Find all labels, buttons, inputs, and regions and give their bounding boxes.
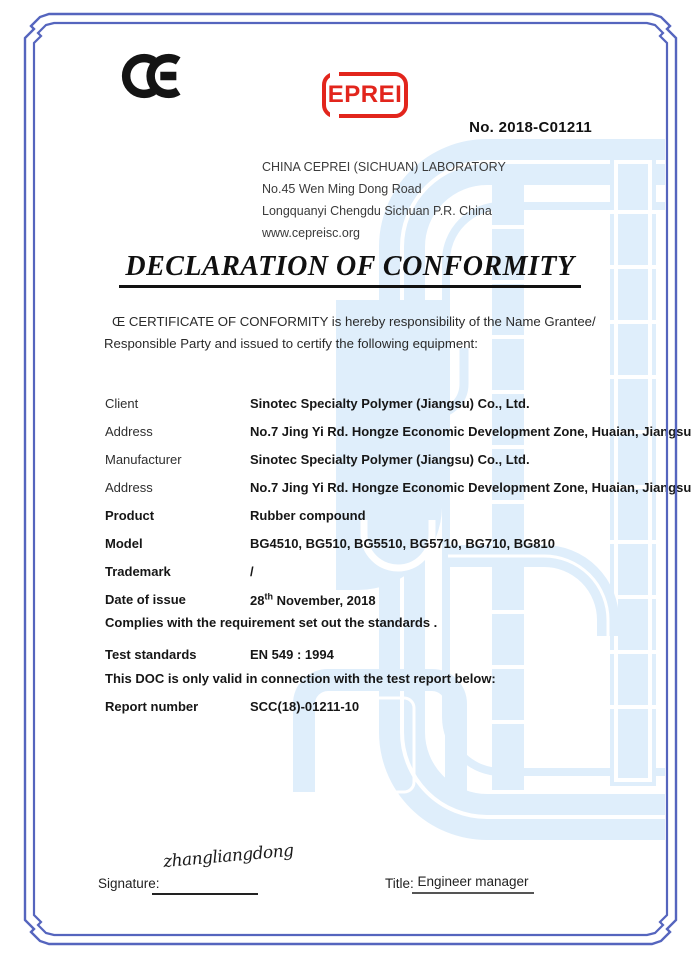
laboratory-name: CHINA CEPREI (SICHUAN) LABORATORY	[262, 160, 506, 174]
field-value: Sinotec Specialty Polymer (Jiangsu) Co., Ltd.	[250, 452, 530, 467]
field-label: Manufacturer	[105, 452, 182, 467]
field-row-manufacturer	[105, 452, 665, 467]
field-label: Report number	[105, 699, 199, 714]
handwritten-signature: zhangliangdong	[162, 840, 295, 873]
field-value: BG4510, BG510, BG5510, BG5710, BG710, BG810	[250, 536, 555, 551]
field-label: Test standards	[105, 647, 197, 662]
signature-label: Signature:	[98, 876, 160, 891]
field-row-model	[105, 536, 665, 551]
signer-title: Engineer manager	[412, 874, 534, 894]
field-value: No.7 Jing Yi Rd. Hongze Economic Development Zone, Huaian, Jiangsu	[250, 480, 692, 495]
validity-statement: This DOC is only valid in connection with the test report below:	[105, 671, 496, 686]
cepri-logo-text: EPREI	[327, 81, 403, 108]
date-ordinal: th	[264, 592, 273, 602]
field-row-client	[105, 396, 665, 411]
field-row-product	[105, 508, 665, 523]
page-title: DECLARATION OF CONFORMITY	[119, 251, 580, 288]
field-row-address	[105, 424, 692, 439]
signature-underline	[152, 893, 258, 895]
cepri-logo	[322, 72, 408, 118]
intro-line-1: Œ CERTIFICATE OF CONFORMITY is hereby responsibility of the Name Grantee/	[112, 314, 596, 329]
complies-statement: Complies with the requirement set out the standards .	[105, 615, 438, 630]
field-value	[250, 593, 376, 608]
date-day: 28	[250, 593, 265, 609]
field-value: EN 549 : 1994	[250, 647, 334, 662]
laboratory-city: Longquanyi Chengdu Sichuan P.R. China	[262, 204, 492, 218]
laboratory-address-block	[262, 156, 506, 244]
laboratory-website: www.cepreisc.org	[262, 226, 360, 240]
certificate-number: No. 2018-C01211	[469, 119, 592, 136]
ce-mark-icon	[116, 52, 182, 100]
field-label: Address	[105, 424, 153, 439]
date-rest: November, 2018	[272, 593, 376, 609]
field-row-address-2	[105, 480, 692, 495]
field-value: SCC(18)-01211-10	[250, 699, 360, 714]
title-row	[0, 251, 700, 288]
field-value: No.7 Jing Yi Rd. Hongze Economic Development Zone, Huaian, Jiangsu	[250, 424, 692, 439]
field-row-report-number	[105, 699, 665, 714]
field-value: Rubber compound	[250, 508, 366, 523]
title-label: Title:	[385, 876, 414, 891]
field-label: Trademark	[105, 564, 171, 579]
field-row-test-standards	[105, 647, 665, 662]
intro-paragraph	[104, 311, 604, 355]
field-row-trademark	[105, 564, 665, 579]
field-label: Address	[105, 480, 153, 495]
intro-line-2: Responsible Party and issued to certify the following equipment:	[104, 336, 478, 351]
field-value: /	[250, 564, 254, 579]
field-row-date-of-issue	[105, 592, 665, 608]
field-label: Model	[105, 536, 143, 551]
laboratory-street: No.45 Wen Ming Dong Road	[262, 182, 422, 196]
field-label: Client	[105, 396, 139, 411]
field-label: Product	[105, 508, 155, 523]
field-label: Date of issue	[105, 592, 186, 607]
field-value: Sinotec Specialty Polymer (Jiangsu) Co., Ltd.	[250, 396, 530, 411]
